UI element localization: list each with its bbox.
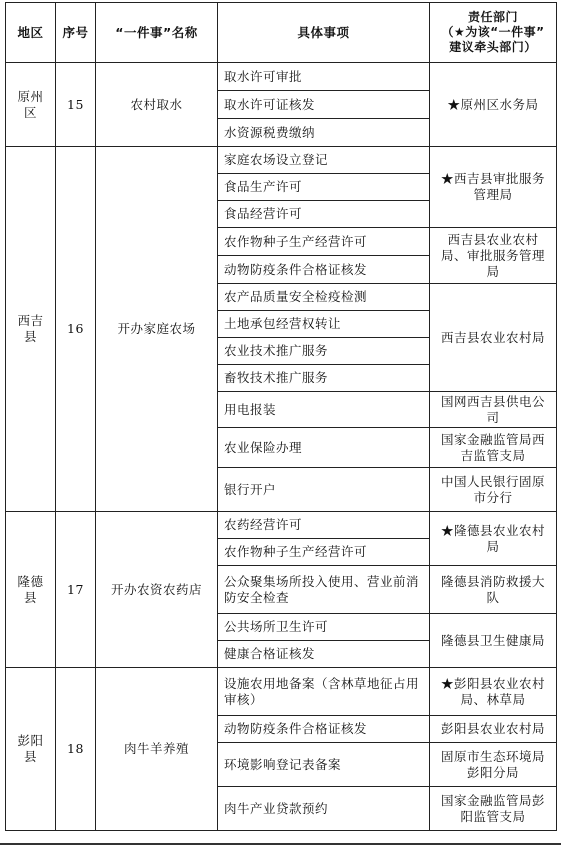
item-cell: 设施农用地备案（含林草地征占用审核） [218, 668, 430, 716]
item-cell: 农作物种子生产经营许可 [218, 539, 430, 566]
header-item: 具体事项 [218, 3, 430, 63]
dept-cell: 西吉县农业农村局、审批服务管理局 [430, 228, 557, 284]
region-cell: 西吉县 [6, 147, 56, 512]
region-cell: 原州区 [6, 63, 56, 147]
item-cell: 肉牛产业贷款预约 [218, 787, 430, 831]
item-cell: 银行开户 [218, 468, 430, 512]
item-cell: 食品生产许可 [218, 174, 430, 201]
region-cell: 隆德县 [6, 512, 56, 668]
item-cell: 农产品质量安全检疫检测 [218, 284, 430, 311]
header-responsible-line2: （★为该“一件事” [441, 25, 545, 39]
table-row [6, 668, 557, 716]
item-cell: 动物防疫条件合格证核发 [218, 256, 430, 284]
header-name: “一件事”名称 [96, 3, 218, 63]
item-cell: 健康合格证核发 [218, 641, 430, 668]
seq-cell: 16 [56, 147, 96, 512]
header-responsible [430, 3, 557, 63]
item-cell: 公共场所卫生许可 [218, 614, 430, 641]
dept-cell: ★隆德县农业农村局 [430, 512, 557, 566]
table-row [6, 63, 557, 91]
seq-cell: 17 [56, 512, 96, 668]
dept-cell: 国网西吉县供电公司 [430, 392, 557, 428]
item-cell: 农作物种子生产经营许可 [218, 228, 430, 256]
dept-cell: 国家金融监管局西吉监管支局 [430, 428, 557, 468]
header-seq: 序号 [56, 3, 96, 63]
item-cell: 公众聚集场所投入使用、营业前消防安全检查 [218, 566, 430, 614]
page-bottom-rule [0, 843, 561, 845]
header-responsible-line1: 责任部门 [467, 10, 518, 24]
name-cell: 肉牛羊养殖 [96, 668, 218, 831]
item-cell: 水资源税费缴纳 [218, 119, 430, 147]
header-region: 地区 [6, 3, 56, 63]
item-cell: 动物防疫条件合格证核发 [218, 716, 430, 743]
dept-cell: 西吉县农业农村局 [430, 284, 557, 392]
dept-cell: 隆德县卫生健康局 [430, 614, 557, 668]
dept-cell: ★彭阳县农业农村局、林草局 [430, 668, 557, 716]
matters-table [5, 2, 557, 831]
item-cell: 畜牧技术推广服务 [218, 365, 430, 392]
item-cell: 食品经营许可 [218, 201, 430, 228]
item-cell: 用电报装 [218, 392, 430, 428]
item-cell: 取水许可审批 [218, 63, 430, 91]
seq-cell: 18 [56, 668, 96, 831]
name-cell: 开办家庭农场 [96, 147, 218, 512]
dept-cell: 国家金融监管局彭阳监管支局 [430, 787, 557, 831]
item-cell: 农业技术推广服务 [218, 338, 430, 365]
region-cell: 彭阳县 [6, 668, 56, 831]
dept-cell: 隆德县消防救援大队 [430, 566, 557, 614]
dept-cell: ★原州区水务局 [430, 63, 557, 147]
item-cell: 环境影响登记表备案 [218, 743, 430, 787]
header-responsible-line3: 建议牵头部门） [449, 40, 537, 54]
table-row [6, 147, 557, 174]
seq-cell: 15 [56, 63, 96, 147]
dept-cell: 彭阳县农业农村局 [430, 716, 557, 743]
dept-cell: 固原市生态环境局彭阳分局 [430, 743, 557, 787]
table-header-row [6, 3, 557, 63]
item-cell: 农药经营许可 [218, 512, 430, 539]
item-cell: 家庭农场设立登记 [218, 147, 430, 174]
item-cell: 土地承包经营权转让 [218, 311, 430, 338]
item-cell: 农业保险办理 [218, 428, 430, 468]
table-row [6, 512, 557, 539]
dept-cell: ★西吉县审批服务管理局 [430, 147, 557, 228]
item-cell: 取水许可证核发 [218, 91, 430, 119]
name-cell: 开办农资农药店 [96, 512, 218, 668]
dept-cell: 中国人民银行固原市分行 [430, 468, 557, 512]
name-cell: 农村取水 [96, 63, 218, 147]
